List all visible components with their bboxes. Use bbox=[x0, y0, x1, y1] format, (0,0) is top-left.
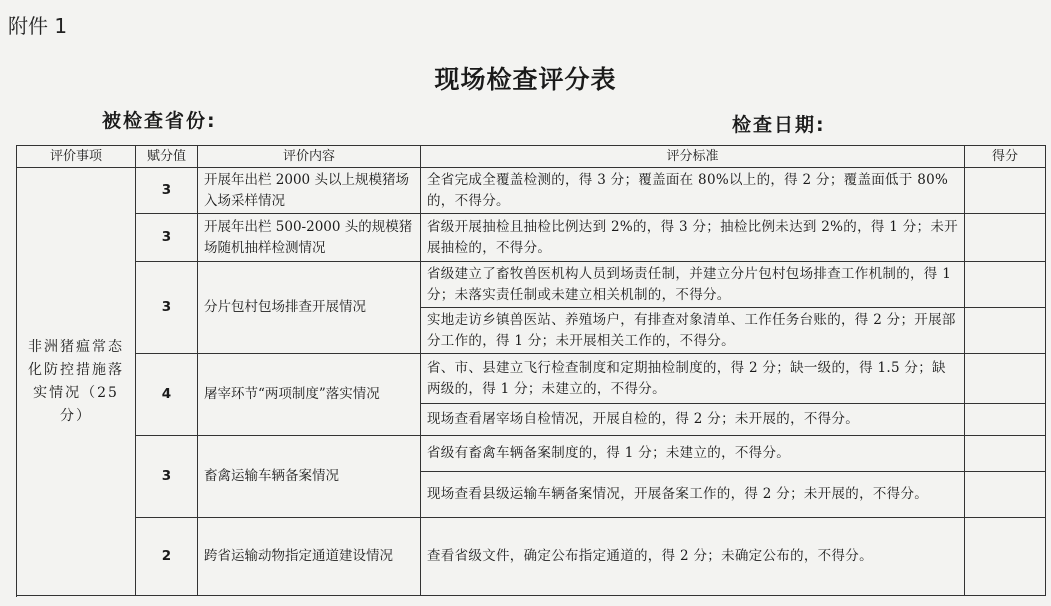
standard-cell: 省级开展抽检且抽检比例达到 2%的，得 3 分；抽检比例未达到 2%的，得 1 分；未开展抽检的，不得分。 bbox=[421, 214, 965, 262]
table-row bbox=[17, 214, 1046, 262]
score-input-cell[interactable] bbox=[965, 354, 1046, 404]
score-input-cell[interactable] bbox=[965, 404, 1046, 436]
table-header-row bbox=[17, 146, 1046, 168]
content-cell: 屠宰环节“两项制度”落实情况 bbox=[198, 354, 421, 436]
standard-cell: 查看省级文件，确定公布指定通道的，得 2 分；未确定公布的，不得分。 bbox=[421, 518, 965, 596]
page-title: 现场检查评分表 bbox=[434, 65, 617, 94]
score-input-cell[interactable] bbox=[965, 214, 1046, 262]
table-row bbox=[17, 436, 1046, 472]
header-content: 评价内容 bbox=[198, 146, 421, 168]
score-input-cell[interactable] bbox=[965, 262, 1046, 308]
content-cell: 畜禽运输车辆备案情况 bbox=[198, 436, 421, 518]
standard-cell: 现场查看屠宰场自检情况，开展自检的，得 2 分；未开展的，不得分。 bbox=[421, 404, 965, 436]
points-cell: 3 bbox=[136, 436, 198, 518]
points-cell: 3 bbox=[136, 262, 198, 354]
content-cell: 开展年出栏 2000 头以上规模猪场入场采样情况 bbox=[198, 168, 421, 214]
score-table bbox=[16, 145, 1046, 596]
header-standard: 评分标准 bbox=[421, 146, 965, 168]
table-row bbox=[17, 262, 1046, 308]
score-input-cell[interactable] bbox=[965, 308, 1046, 354]
category-cell: 非洲猪瘟常态化防控措施落实情况（25分） bbox=[17, 168, 136, 596]
score-input-cell[interactable] bbox=[965, 436, 1046, 472]
content-cell: 开展年出栏 500-2000 头的规模猪场随机抽样检测情况 bbox=[198, 214, 421, 262]
standard-cell: 现场查看县级运输车辆备案情况，开展备案工作的，得 2 分；未开展的，不得分。 bbox=[421, 472, 965, 518]
content-cell: 分片包村包场排查开展情况 bbox=[198, 262, 421, 354]
standard-cell: 省级建立了畜牧兽医机构人员到场责任制，并建立分片包村包场排查工作机制的，得 1 分；未落实责任制或未建立相关机制的，不得分。 bbox=[421, 262, 965, 308]
points-cell: 4 bbox=[136, 354, 198, 436]
standard-cell: 实地走访乡镇兽医站、养殖场户，有排查对象清单、工作任务台账的，得 2 分；开展部分工作的，得 1 分；未开展相关工作的，不得分。 bbox=[421, 308, 965, 354]
points-cell: 3 bbox=[136, 168, 198, 214]
standard-cell: 省、市、县建立飞行检查制度和定期抽检制度的，得 2 分；缺一级的，得 1.5 分；缺两级的，得 1 分；未建立的，不得分。 bbox=[421, 354, 965, 404]
table-row bbox=[17, 354, 1046, 404]
standard-cell: 省级有畜禽车辆备案制度的，得 1 分；未建立的，不得分。 bbox=[421, 436, 965, 472]
header-score: 得分 bbox=[965, 146, 1046, 168]
province-label: 被检查省份: bbox=[102, 110, 217, 132]
points-cell: 3 bbox=[136, 214, 198, 262]
score-input-cell[interactable] bbox=[965, 472, 1046, 518]
header-item: 评价事项 bbox=[17, 146, 136, 168]
table-row bbox=[17, 168, 1046, 214]
table-row bbox=[17, 518, 1046, 596]
date-label: 检查日期: bbox=[732, 114, 826, 136]
points-cell: 2 bbox=[136, 518, 198, 596]
attachment-label: 附件 1 bbox=[8, 14, 68, 38]
score-input-cell[interactable] bbox=[965, 168, 1046, 214]
score-input-cell[interactable] bbox=[965, 518, 1046, 596]
content-cell: 跨省运输动物指定通道建设情况 bbox=[198, 518, 421, 596]
standard-cell: 全省完成全覆盖检测的，得 3 分；覆盖面在 80%以上的，得 2 分；覆盖面低于 80%的，不得分。 bbox=[421, 168, 965, 214]
header-points: 赋分值 bbox=[136, 146, 198, 168]
